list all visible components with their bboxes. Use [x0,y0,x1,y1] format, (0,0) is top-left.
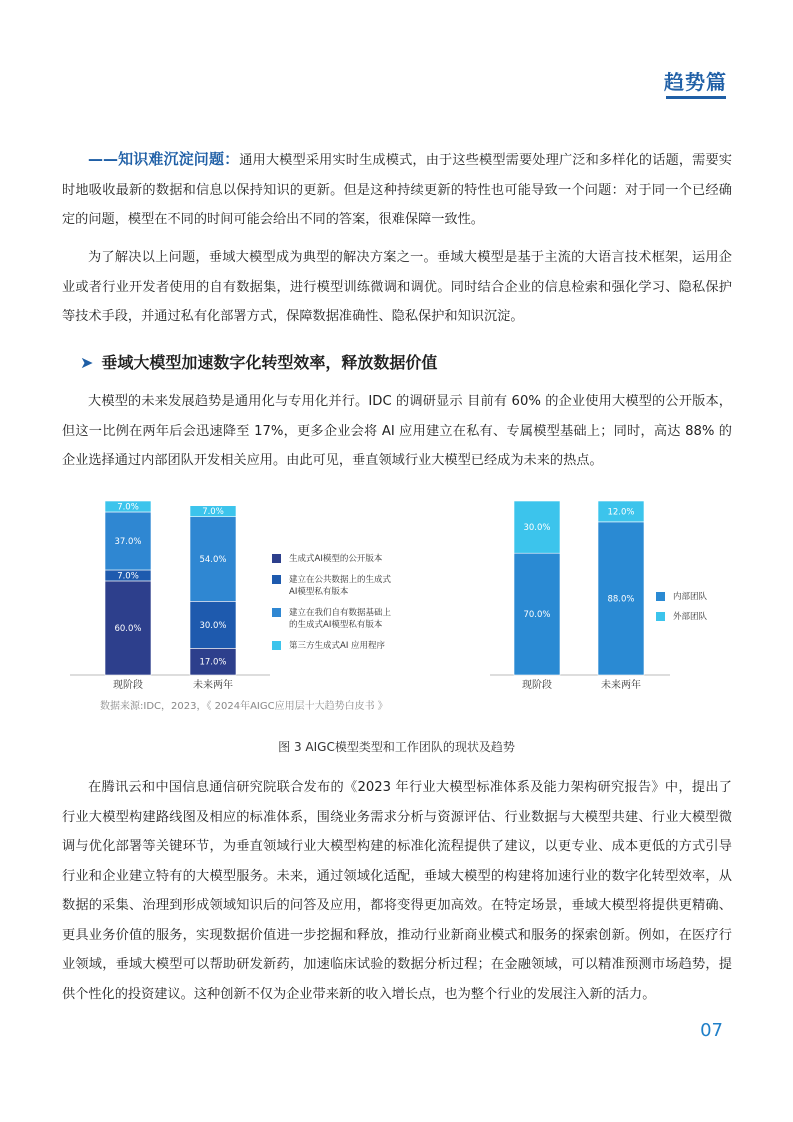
intro-paragraph-1 [62,145,732,235]
legend-swatch [272,608,281,617]
legend-swatch [272,575,281,584]
data-label: 7.0% [117,502,139,513]
legend-swatch [656,592,665,601]
x-tick-label: 现阶段 [522,680,552,691]
legend-swatch [272,554,281,563]
data-label: 88.0% [607,594,635,605]
data-label: 30.0% [523,523,551,534]
legend-item [656,611,736,623]
legend-label: 内部团队 [673,592,708,602]
data-label: 12.0% [607,507,635,518]
data-label: 60.0% [114,623,142,634]
legend-item [656,591,736,603]
data-label: 37.0% [114,536,142,547]
section-heading-text: 垂域大模型加速数字化转型效率，释放数据价值 [101,353,438,372]
section2-paragraph [62,387,732,476]
data-label: 17.0% [199,657,227,668]
legend-swatch [272,641,281,650]
legend-item [272,640,397,652]
page-number: 07 [700,1020,723,1041]
section-title-underline [666,96,726,99]
data-label: 7.0% [202,507,224,518]
legend-label: 建立在我们自有数据基础上的生成式AI模型私有版本 [289,608,392,630]
x-tick-label: 未来两年 [601,680,641,691]
figure-caption: 图 3 AIGC模型类型和工作团队的现状及趋势 [278,740,515,754]
intro-p1-text: 通用大模型采用实时生成模式，由于这些模型需要处理广泛和多样化的话题，需要实时地吸收最新的数据和信息以保持知识的更新。但是这种持续更新的特性也可能导致一个问题：对于同一个已经确定的问题，模型在不同的时间可能会给出不同的答案，很难保障一致性。 [62,153,732,227]
chart2-legend [656,591,736,623]
section-title: 趋势篇 [664,70,727,94]
legend-label: 建立在公共数据上的生成式AI模型私有版本 [289,575,392,597]
legend-swatch [656,612,665,621]
legend-label: 外部团队 [673,612,708,622]
chart-work-teams [490,495,670,693]
intro-paragraph-2 [62,243,732,332]
section3-paragraph [62,773,732,1009]
legend-label: 第三方生成式AI 应用程序 [289,641,386,651]
figure-source: 数据来源:IDC，2023，《 2024年AIGC应用层十大趋势白皮书 》 [100,701,388,712]
x-tick-label: 未来两年 [193,680,233,691]
data-label: 30.0% [199,620,227,631]
arrow-bullet-icon: ➤ [80,353,94,372]
section-heading [80,350,437,373]
chart1-legend [272,553,397,652]
section3-p1-text: 在腾讯云和中国信息通信研究院联合发布的《2023 年行业大模型标准体系及能力架构研究报告》中，提出了行业大模型构建路线图及相应的标准体系，围绕业务需求分析与资源评估、行业数据与大模型共建、行业大模型微调与优化部署等关键环节，为垂直领域行业大模型构建的标准化流程提供了建议，以更专业、成本更低的方式引导行业和企业建立特有的大模型服务。未来，通过领域化适配，垂域大模型的构建将加速行业的数字化转型效率，从数据的采集、治理到形成领域知识后的问答及应用，都将变得更加高效。在特定场景，垂域大模型将提供更精确、更具业务价值的服务，实现数据价值进一步挖掘和释放，推动行业新商业模式和服务的探索创新。例如，在医疗行业领域，垂域大模型可以帮助研发新药，加速临床试验的数据分析过程；在金融领域，可以精准预测市场趋势，提供个性化的投资建议。这种创新不仅为企业带来新的收入增长点，也为整个行业的发展注入新的活力。 [62,780,732,1002]
intro-p2-text: 为了解决以上问题，垂域大模型成为典型的解决方案之一。垂域大模型是基于主流的大语言技术框架，运用企业或者行业开发者使用的自有数据集，进行模型训练微调和调优。同时结合企业的信息检索和强化学习、隐私保护等技术手段，并通过私有化部署方式，保障数据准确性、隐私保护和知识沉淀。 [62,250,732,324]
legend-label: 生成式AI模型的公开版本 [289,554,383,564]
data-label: 54.0% [199,555,227,565]
section2-p1-text: 大模型的未来发展趋势是通用化与专用化并行。IDC 的调研显示 目前有 60% 的企业使用大模型的公开版本，但这一比例在两年后会迅速降至 17%，更多企业会将 AI 应用建立在私有、专属模型基础上；同时，高达 88% 的企业选择通过内部团队开发相关应用。由此可见，垂直领域行业大模型已经成为未来的热点。 [62,394,732,468]
data-label: 70.0% [523,610,551,621]
legend-item [272,553,397,565]
lead-phrase: ——知识难沉淀问题： [88,150,240,168]
x-tick-label: 现阶段 [113,680,143,691]
legend-item [272,607,397,631]
legend-item [272,574,397,598]
data-label: 7.0% [117,571,139,582]
